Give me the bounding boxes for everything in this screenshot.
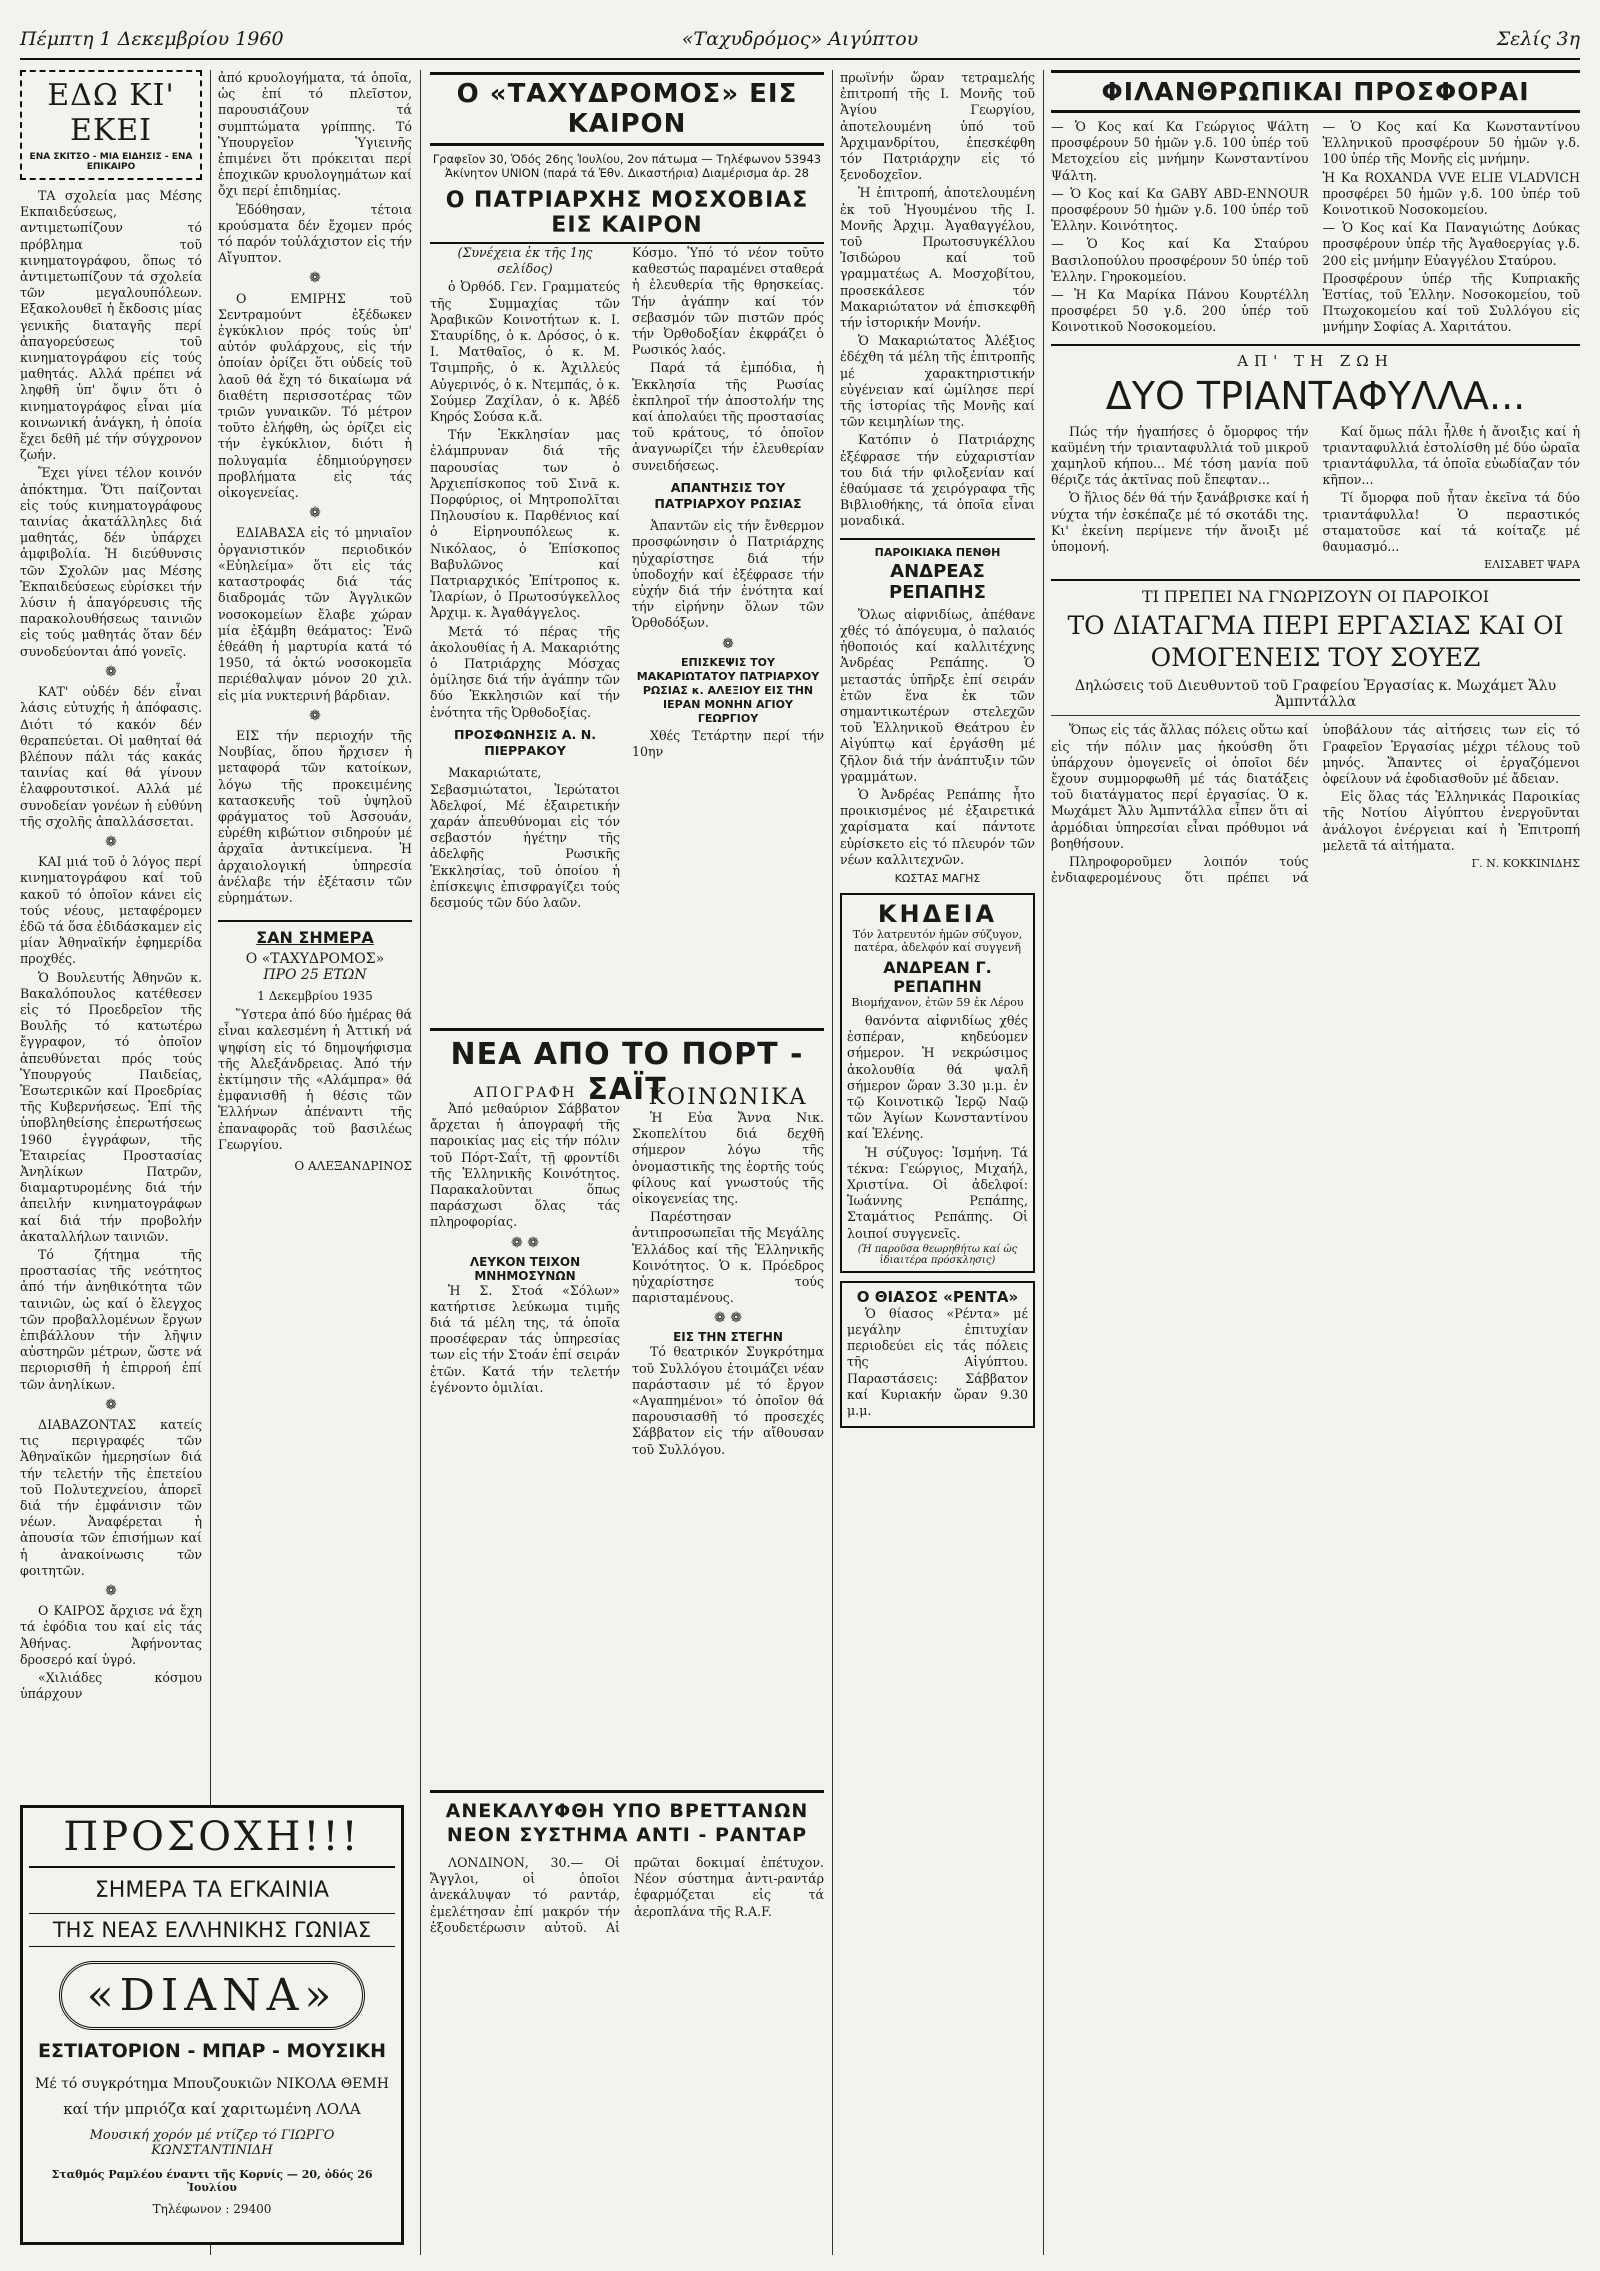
san-simera-box: [218, 920, 412, 1173]
cairo-office-block: [430, 72, 824, 244]
paragraph: «Χιλιάδες κόσμου ὑπάρχουν: [20, 1670, 202, 1702]
album-text: [430, 1283, 620, 1396]
separator: ❁: [309, 270, 321, 287]
renta-notice: [840, 1281, 1035, 1428]
column-8: [1051, 70, 1580, 2255]
patriarch-article-cont: [632, 245, 824, 760]
paragraph: Καί ὅμως πάλι ἦλθε ἡ ἄνοιξις καί ἡ τριανταφυλλιά ἐστολίσθη μέ δύο ὡραῖα τριαντάφυλλα, τά ὁποῖα εὐωδίαζαν τόν κῆπον...: [1322, 423, 1580, 488]
san-simera-signature: Ο ΑΛΕΞΑΝΔΡΙΝΟΣ: [294, 1158, 412, 1173]
social-text: [632, 1110, 824, 1306]
radar-article: [430, 1790, 824, 2253]
paragraph: Ἐδόθησαν, τέτοια κρούσματα δέν ἔχομεν πρός τό παρόν τοὐλάχιστον εἰς τήν Αἴγυπτον.: [218, 201, 412, 266]
paragraph: — Ὁ Κος καί Κα Σταύρου Βασιλοπούλου προσφέρουν 50 ὑπέρ τοῦ Ἑλλην. Γηροκομείου.: [1051, 236, 1309, 284]
paragraph: — Ὁ Κος καί Κα Παναγιώτης Δούκας προσφέρουν ὑπέρ τῆς Ἀγαθοεργίας γ.δ. 200 εἰς μνήμην Εὐαγγέλου Σταύρου.: [1322, 220, 1580, 268]
ad-headline: ΠΡΟΣΟΧΗ!!!: [29, 1814, 395, 1868]
column-4: [632, 245, 824, 1020]
zoi-label: ΑΠ' ΤΗ ΖΩΗ: [1237, 351, 1394, 370]
port-said-headline: ΝΕΑ ΑΠΟ ΤΟ ΠΟΡΤ - ΣΑΪΤ: [450, 1037, 804, 1107]
paragraph: ΛΟΝΔΙΝΟΝ, 30.— Οἱ Ἄγγλοι, οἱ ὁποῖοι ἀνεκάλυψαν τό ραντάρ, ἐμελέτησαν ἐπί μακρόν τήν ἐξουδετέρωσιν αὐτοῦ. Αἱ πρῶται δοκιμαί ἐπέτυχον. Νέον σύστημα ἀντι-ραντάρ ἐφαρμόζεται εἰς τά ἀεροπλάνα τῆς R.A.F.: [430, 1855, 824, 1935]
column-rule: [1043, 70, 1044, 2255]
patriarch-headline: Ο ΠΑΤΡΙΑΡΧΗΣ ΜΟΣΧΟΒΙΑΣ ΕΙΣ ΚΑΙΡΟΝ: [430, 188, 824, 244]
san-simera-date: 1 Δεκεμβρίου 1935: [257, 989, 373, 1004]
paragraph: Τό θεατρικόν Συγκρότημα τοῦ Συλλόγου ἑτοιμάζει νέαν παράστασιν μέ τό ἔργον «Αγαπημένοι» τό ὁποῖον θά παρουσιασθῆ τό προσεχές Σάββατον εἰς τήν αἴθουσαν τοῦ Συλλόγου.: [632, 1344, 824, 1457]
separator: ❁: [309, 707, 321, 724]
paragraph: ΕΙΣ τήν περιοχήν τῆς Νουβίας, ὅπου ἤρχισεν ἡ μεταφορά τῶν κατοίκων, λόγω τῆς προκειμένης κατασκευῆς τοῦ ὑψηλοῦ φράγματος τοῦ Ἀσσουάν, εὑρέθη κιβώτιον σιδηρούν μέ ἀρχαῖα ἀντικείμενα. Ἡ ἀρχαιολογική ὑπηρεσία ἀνέλαβε τήν ἐξέτασιν τῶν εὑρημάτων.: [218, 727, 412, 905]
edo-kiekei-header: [20, 70, 202, 180]
paragraph: Ὕστερα ἀπό δύο ἡμέρας θά εἶναι καλεσμένη ἡ Ἀττική νά ψηφίση εἰς τό δημοψήφισμα τῆς Ἀλεξάνδρειας. Ἀπό τήν ἐκτίμησιν τῆς «Αλάμπρα» θά ἐμφανισθῆ ἡ θέσις τῶν Ἑλλήνων ἀπέναντι τῆς ἐπαναφορᾶς τοῦ βασιλέως Γεωργίου.: [218, 1007, 412, 1152]
column-5-text: [840, 70, 1035, 530]
san-simera-sub2: ΠΡΟ 25 ΕΤΩΝ: [263, 967, 367, 984]
decree-kicker: ΤΙ ΠΡΕΠΕΙ ΝΑ ΓΝΩΡΙΖΟΥΝ ΟΙ ΠΑΡΟΙΚΟΙ: [1141, 587, 1490, 607]
paragraph: Ὅπως εἰς τάς ἄλλας πόλεις οὕτω καί εἰς τήν πόλιν μας ἠκούσθη ὅτι ὑπάρχουν ὁμογενεῖς οἱ ὁποῖοι δέν ἔχουν συμμορφωθῆ μέ τάς διατάξεις τοῦ διατάγματος περί ἐργασίας. Ὁ κ. Μωχάμετ Ἄλυ Ἀμπντάλλα εἶπεν ὅτι αἱ ἀρμόδιαι ὑπηρεσίαι εἶναι πρόθυμοι νά βοηθήσουν.: [1051, 722, 1309, 851]
zoi-headline: ΔΥΟ ΤΡΙΑΝΤΑΦΥΛΛΑ...: [1105, 373, 1526, 418]
separator: ❁: [105, 833, 117, 850]
paragraph: — Ὁ Κος καί Κα Κωνσταντίνου Ἑλληνικοῦ προσφέρουν 50 ἡμῶν γ.δ. 100 ὑπέρ τῆς Μονῆς εἰς μνήμην.: [1322, 119, 1580, 167]
speech-heading: ΠΡΟΣΦΩΝΗΣΙΣ Α. Ν. ΠΙΕΡΡΑΚΟΥ: [453, 726, 597, 759]
social-heading: ΚΟΙΝΩΝΙΚΑ: [648, 1085, 808, 1110]
paragraph: ΤΑ σχολεία μας Μέσης Εκπαιδεύσεως, αντιμετωπίζουν τό πρόβλημα τοῦ κινηματογράφου, ὅπως τό ἀντιμετωπίζουν τά σχολεία τῶν μεγαλουπόλεων. Εξακολουθεῖ ἡ ἔκδοσις μίας γενικῆς διαταγῆς περί ἀπαγορεύσεως τοῦ κινηματογράφου είς τούς μαθητάς. Αλλά πρέπει νά ληφθῆ ὑπ' ὄψιν ὅτι ὁ κινηματογράφος εἶναι μία κοινωνική ἀνάγκη, ἡ ὁποία ἔχει δεθῆ μέ τήν σύγχρονον ζωήν.: [20, 188, 202, 463]
funeral-intro: Τόν λατρευτόν ἡμῶν σύζυγον, πατέρα, ἀδελφόν καί συγγενῆ: [852, 927, 1023, 954]
divider: [1051, 344, 1580, 346]
paragraph: Ο ΕΜΙΡΗΣ τοῦ Σεντραμούντ ἐξέδωκεν ἐγκύκλιον πρός τούς ὑπ' αὐτόν φυλάρχους, εἰς τήν ὁποίαν ὁρίζει ὅτι οὐδείς τοῦ λαοῦ θά ἔχη τό δικαίωμα νά διαθέτη περισσοτέρας τῶν τριῶν γυναικῶν. Τό μέτρον τοῦτο ἐλήφθη, ὡς ὁρίζει εἰς τήν ἐγκύκλιον, διότι ἡ πολυγαμία ἐδημιούργησεν προβλήματα εἰς τάς οἰκογενείας.: [218, 290, 412, 501]
paragraph: θανόντα αἰφνιδίως χθές ἑσπέραν, κηδεύομεν σήμερον. Ἡ νεκρώσιμος ἀκολουθία θά ψαλῆ σήμερον ὥραν 3.30 μ.μ. ἐν τῷ Κοινοτικῷ Ἱερῷ Ναῷ τῶν Ἁγίων Κωνσταντίνου καί Ἑλένης.: [847, 1012, 1028, 1142]
separator: ❁ ❁: [511, 1234, 539, 1251]
paragraph: Παρά τά ἐμπόδια, ἡ Ἐκκλησία τῆς Ρωσίας ἐκπληροῖ τήν ἀποστολήν της καί ἀπολαύει τῆς προστασίας τοῦ κράτους, τό ὁποῖον ἀναγνωρίζει τήν ἐλευθερίαν συνειδήσεως.: [632, 360, 824, 473]
separator: ❁ ❁: [714, 1310, 742, 1327]
paragraph: ἀπό κρυολογήματα, τά ὁποῖα, ὡς ἐπί τό πλεῖστον, παρουσιάζουν τά συμπτώματα γρίππης. Τό Ὑπουργεῖον Ὑγιεινῆς ἐπιμένει ὅτι πρόκειται περί ἐποχικῶν κρυολογημάτων καί ὄχι περί ἐπιδημίας.: [218, 70, 412, 199]
ad-line: Μέ τό συγκρότημα Μπουζουκιῶν ΝΙΚΟΛΑ ΘΕΜΗ: [35, 2076, 389, 2092]
paragraph: Ὁ Ἀνδρέας Ρεπάπης ἦτο προικισμένος μέ ἐξαιρετικά χαρίσματα καί πάντοτε εὑρίσκετο εἰς τό πλευρόν τῶν νέων καλλιτεχνῶν.: [840, 786, 1035, 867]
issue-date: Πέμπτη 1 Δεκεμβρίου 1960: [20, 28, 284, 50]
separator: ❁: [105, 663, 117, 680]
obituary-signature: ΚΩΣΤΑΣ ΜΑΓΗΣ: [894, 871, 981, 885]
paragraph: Ὁ θίασος «Ρέντα» μέ μεγάλην ἐπιτυχίαν περιοδεύει εἰς τάς πόλεις τῆς Αἰγύπτου. Παραστάσεις: Σάββατον καί Κυριακήν ὥραν 9.30 μ.μ.: [847, 1305, 1028, 1418]
visit-heading: ΕΠΙΣΚΕΨΙΣ ΤΟΥ ΜΑΚΑΡΙΩΤΑΤΟΥ ΠΑΤΡΙΑΡΧΟΥ ΡΩΣΙΑΣ κ. ΑΛΕΞΙΟΥ ΕΙΣ ΤΗΝ ΙΕΡΑΝ ΜΟΝΗΝ ΑΓΙΟΥ ΓΕΩΡΓΙΟΥ: [636, 655, 820, 725]
funeral-born: Βιομήχανον, ἐτῶν 59 ἐκ Λέρου: [851, 995, 1024, 1009]
funeral-name: ΑΝΔΡΕΑΝ Γ. ΡΕΠΑΠΗΝ: [883, 957, 992, 996]
paragraph: — Ἡ Κα Μαρίκα Πάνου Κουρτέλλη προσφέρει 50 γ.δ. 200 ὑπέρ τοῦ Κοινοτικοῦ Νοσοκομείου.: [1051, 287, 1309, 335]
decree-subhead: Δηλώσεις τοῦ Διευθυντοῦ τοῦ Γραφείου Ἐργασίας κ. Μωχάμετ Ἄλυ Ἀμπντάλλα: [1074, 678, 1557, 711]
column-2: [218, 70, 412, 1790]
paragraph: Τήν Ἐκκλησίαν μας ἐλάμπρυναν διά τῆς παρουσίας των ὁ Ἀρχιεπίσκοπος τοῦ Σινᾶ κ. Πορφύριος, οἱ Μητροπολῖται Πηλουσίου κ. Παρθένιος καί ὁ Εἰρηνουπόλεως κ. Νικόλαος, ὁ Ἐπίσκοπος Βαβυλῶνος καί Πατριαρχικός Ἐπίτροπος κ. Ἰλαρίων, ὁ Πρωτοσύγκελλος Ἀρχιμ. κ. Ἀγαθάγγελος.: [430, 427, 620, 621]
patriarch-article: [430, 245, 620, 911]
paragraph: Ἡ Σ. Στοά «Σόλων» κατήρτισε λεύκωμα τιμῆς διά τά μέλη της, τά ὁποῖα προσέφεραν τάς ὑπηρεσίας των εἰς τήν Στοάν ἐπί σειράν ἐτῶν. Κατά τήν τελετήν ἐγένοντο ὁμιλίαι.: [430, 1282, 620, 1395]
ad-phone: Τηλέφωνον : 29400: [152, 2202, 272, 2216]
paragraph: ὁ Ὀρθόδ. Γεν. Γραμματεύς τῆς Συμμαχίας τῶν Ἀραβικῶν Κοινοτήτων κ. Ι. Σταυρίδης, ὁ κ. Δρόσος, ὁ κ. Ι. Ματθαῖος, ὁ κ. Μ. Τσιμπρῆς, ὁ κ. Ἀχιλλεύς Αὐγερινός, ὁ κ. Ντεμπάς, ὁ κ. Σούμερ Ζαχίλαν, ὁ κ. Ἀβέδ Κηρός Σούσα κ.ἄ.: [430, 279, 620, 425]
ad-venue-name: «DIANA»: [59, 1961, 365, 2030]
obituary-text: [840, 607, 1035, 868]
column-7: [632, 1085, 824, 1785]
paragraph: Μακαριώτατε, Σεβασμιώτατοι, Ἱερώτατοι Ἀδελφοί, Μέ ἐξαιρετικήν χαράν ἀπευθύνομαι εἰς τόν σεβαστόν ἡγέτην τῆς ἀδελφῆς Ρωσικῆς Ἐκκλησίας, τοῦ ὁποίου ἡ ἐπίσκεψις ἐπισφραγίζει τούς δεσμούς τῶν δύο λαῶν.: [430, 765, 620, 910]
census-heading: ΑΠΟΓΡΑΦΗ: [473, 1085, 577, 1101]
section-title: ΕΔΩ ΚΙ' ΕΚΕΙ: [47, 78, 175, 148]
ad-line: ΣΗΜΕΡΑ ΤΑ ΕΓΚΑΙΝΙΑ: [94, 1878, 330, 1903]
continued-note: (Συνέχεια ἐκ τῆς 1ης σελίδος): [457, 245, 593, 277]
page-number: Σελίς 3η: [1496, 28, 1580, 50]
paragraph: Ἡ σύζυγος: Ἰσμήνη. Τά τέκνα: Γεώργιος, Μιχαήλ, Χριστίνα. Οἱ ἀδελφοί: Ἰωάννης Ρεπάπης, Σταμάτιος Ρεπάπης. Οἱ λοιποί συγγενεῖς.: [847, 1144, 1028, 1241]
paragraph: Τί ὄμορφα ποῦ ἦταν ἐκεῖνα τά δύο τριαντάφυλλα! Ὁ περαστικός σταματοῦσε καί τά κοίταζε μέ θαυμασμό...: [1322, 490, 1580, 555]
cairo-address: Γραφεῖον 30, Ὁδός 26ης Ἰουλίου, 2ον πάτωμα — Τηλέφωνον 53943: [432, 152, 822, 166]
paper-name: «Ταχυδρόμος» Αιγύπτου: [681, 28, 919, 50]
paragraph: ΕΔΙΑΒΑΣΑ εἰς τό μηνιαῖον ὀργανιστικόν περιοδικόν «Εὐηλείμα» ὅτι εἰς τάς καταστροφάς διά τάς διαδρομάς τῶν Ἀγγλικῶν νοσοκομείων ἔλαβε χώραν μία ἐξάμβη θεάματος: Ἐνῶ ἐθεάθη ἡ μαρτυρία κατά τό 1950, τά ὀκτώ νοσοκομεῖα περιέθαλψαν μόνον 20 χιλ. εἰς μία νυκτερινή βάρδιαν.: [218, 525, 412, 703]
steki-text: [632, 1344, 824, 1457]
paragraph: Ὁ Μακαριώτατος Ἀλέξιος ἐδέχθη τά μέλη τῆς ἐπιτροπῆς μέ χαρακτηριστικήν εὐγένειαν καί ὡμίλησε περί τῆς ἱστορίας τῆς Μονῆς καί τῶν κειμηλίων της.: [840, 333, 1035, 430]
paragraph: Ὁ Βουλευτής Ἀθηνῶν κ. Βακαλόπουλος κατέθεσεν εἰς τό Προεδρεῖον τῆς Βουλῆς τό κατωτέρω ἔγγραφον, τό ὁποῖον ἀπευθύνεται πρός τούς Ὑπουργούς Παιδείας, Ἐσωτερικῶν καί Προεδρίας τῆς Κυβερνήσεως. Ἐπί τῆς ὑποβληθείσης ἐπερωτήσεως 1960 ἐγγράφων, τῆς Ἑταιρείας Προστασίας Ἀνηλίκων Πατρῶν, διαμαρτυρομένης διά τήν ἀπειλήν κινηματογράφων καί διά τήν προβολήν ἀκαταλλήλων ταινιῶν.: [20, 969, 202, 1244]
paragraph: πρωϊνήν ὥραν τετραμελής ἐπιτροπή τῆς Ι. Μονῆς τοῦ Ἁγίου Γεωργίου, ἀποτελουμένη ὑπό τοῦ Ἀρχιμανδρίτου, ἐπεσκέφθη τόν Πατριάρχην εἰς τό ξενοδοχεῖον.: [840, 70, 1035, 183]
obituary-name: ΑΝΔΡΕΑΣ ΡΕΠΑΠΗΣ: [889, 560, 986, 603]
paragraph: ΚΑΙ μιά τοῦ ὁ λόγος περί κινηματογράφου καί τοῦ κακοῦ τό ὁποῖον κάνει εἰς τούς νέους, μεταφέρομεν ἐδῶ τά ὅσα ἐδιδάσκαμεν εἰς μίαν Ἀθηναϊκήν ἐφημερίδα προχθές.: [20, 854, 202, 967]
paragraph: ΔΙΑΒΑΖΟΝΤΑΣ κατείς τις περιγραφές τῶν Ἀθηναϊκῶν ἡμερησίων διά τήν τελετήν τῆς ἐπετείου τοῦ Πολυτεχνείου, ἀπορεῖ διά τήν ἐμφάνισιν τῶν νέων. Ἀναφέρεται ἡ ἀπουσία τῶν ἐπισήμων καί ἡ ἀνακοίνωσις τῶν φοιτητῶν.: [20, 1417, 202, 1578]
funeral-title: ΚΗΔΕΙΑ: [877, 899, 998, 928]
paragraph: Ἡ Εὐα Ἄννα Νικ. Σκοπελίτου διά δεχθῆ σήμερον λόγω τῆς ὀνομαστικῆς της ἑορτῆς τούς φίλους καί γνωστούς τῆς οἰκογενείας της.: [632, 1110, 824, 1207]
section-subtitle: ΕΝΑ ΣΚΙΤΣΟ - ΜΙΑ ΕΙΔΗΣΙΣ - ΕΝΑ ΕΠΙΚΑΙΡΟ: [29, 152, 193, 172]
diana-advertisement: [20, 1805, 404, 2245]
paragraph: Μετά τό πέρας τῆς ἀκολουθίας ἡ Α. Μακαριότης ὁ Πατριάρχης Μόσχας ὁμίλησε διά τήν ἀγάπην τῶν δύο Ἐκκλησιῶν καί τήν ἑνότητα τῆς Ὀρθοδοξίας.: [430, 623, 620, 720]
column-3: [430, 245, 620, 1020]
zoi-text: [1051, 424, 1580, 574]
obituary-label: ΠΑΡΟΙΚΙΑΚΑ ΠΕΝΘΗ: [874, 545, 1001, 559]
paragraph: Χθές Τετάρτην περί τήν 10ην: [632, 727, 824, 760]
ad-line: καί τήν μπριόζα καί χαριτωμένη ΛΟΛΑ: [63, 2100, 361, 2118]
separator: ❁: [105, 1583, 117, 1600]
funeral-notice: [840, 893, 1035, 1273]
paragraph: Ἡ ἐπιτροπή, ἀποτελουμένη ἐκ τοῦ Ἡγουμένου τῆς Ι. Μονῆς Ἀρχιμ. Ἀγαθαγγέλου, τοῦ Πρωτοσυγκέλλου Ἰσιδώρου καί τοῦ γραμματέως Α. Μοσχοβίτου, προσεκάλεσε τόν Μακαριώτατον νά ἐπισκεφθῆ τήν ἱστορικήν Μονήν.: [840, 185, 1035, 331]
paragraph: Πληροφοροῦμεν λοιπόν τούς ἐνδιαφερομένους ὅτι πρέπει νά ὑποβάλουν τάς αἰτήσεις των εἰς τό Γραφεῖον Ἐργασίας μέχρι τέλους τοῦ μηνός. Ἅπαντες οἱ ἐργαζόμενοι ὀφείλουν νά ἐφοδιασθοῦν μέ ἄδειαν.: [1051, 722, 1580, 886]
reply-heading: ΑΠΑΝΤΗΣΙΣ ΤΟΥ ΠΑΤΡΙΑΡΧΟΥ ΡΩΣΙΑΣ: [654, 479, 802, 512]
census-text: [430, 1101, 620, 1231]
funeral-text: [847, 1013, 1028, 1242]
zoi-signature: ΕΛΙΣΑΒΕΤ ΨΑΡΑ: [1484, 558, 1580, 572]
paragraph: Προσφέρουν ὑπέρ τῆς Κυπριακῆς Ἑστίας, τοῦ Ἐλλην. Νοσοκομείου, τοῦ Πτωχοκομείου καί τοῦ Συλλόγου εἰς μνήμην Σοφίας Α. Χαριτάτου.: [1322, 270, 1580, 335]
paragraph: Ο ΚΑΙΡΟΣ ἄρχισε νά ἔχη τά ἐφόδια του καί εἰς τάς Ἀθήνας. Ἀφήνοντας δροσερό καί ὑγρό.: [20, 1603, 202, 1667]
ad-address: Σταθμός Ραμλέου έναντι τῆς Κορνίς — 20, ὁδός 26 Ἰουλίου: [51, 2168, 373, 2194]
san-simera-sub: Ο «ΤΑΧΥΔΡΟΜΟΣ»: [245, 951, 385, 968]
column-rule: [420, 70, 421, 2255]
san-simera-title: ΣΑΝ ΣΗΜΕΡΑ: [256, 928, 374, 948]
decree-headline: ΤΟ ΔΙΑΤΑΓΜΑ ΠΕΡΙ ΕΡΓΑΣΙΑΣ ΚΑΙ ΟΙ ΟΜΟΓΕΝΕΙΣ ΤΟΥ ΣΟΥΕΖ: [1067, 611, 1564, 673]
decree-text: [1051, 722, 1580, 886]
paragraph: Παρέστησαν ἀντιπροσωπεῖαι τῆς Μεγάλης Ἑλλάδος καί τῆς Ἑλληνικῆς Κοινότητος. Ὁ κ. Πρόεδρος ηὐχαρίστησε τούς παρισταμένους.: [632, 1209, 824, 1306]
charity-text: [1051, 119, 1580, 338]
ad-line: Μουσική χορόν μέ ντίζερ τό ΓΙΩΡΓΟ ΚΩΝΣΤΑΝΤΙΝΙΔΗ: [89, 2128, 335, 2158]
steki-heading: ΕΙΣ ΤΗΝ ΣΤΕΓΗΝ: [673, 1330, 783, 1345]
paragraph: Κατόπιν ὁ Πατριάρχης ἐξέφρασε τήν εὐχαριστίαν του διά τήν φιλοξενίαν καί ἐθαύμασε τά χειρόγραφα τῆς Βιβλιοθήκης, τά ὁποῖα εἶναι μοναδικά.: [840, 432, 1035, 529]
paragraph: Ὁ ἥλιος δέν θά τήν ξανάβρισκε καί ἡ νύχτα τήν ἐσκέπαζε μέ τό σκοτάδι της. Κι' ἐκείνη περίμενε τήν ἄνοιξι μέ ὑπομονή.: [1051, 490, 1309, 555]
paragraph: Ἡ Κα ROXANDA VVE ELIE VLADVICH προσφέρει 50 ἡμῶν γ.δ. 100 ὑπέρ τοῦ Κοινοτικοῦ Νοσοκομείου.: [1322, 169, 1580, 218]
radar-text: [430, 1855, 824, 1936]
column-6: [430, 1085, 620, 1785]
paragraph: Τό ζήτημα τῆς προστασίας τῆς νεότητος ἀπό τήν ἀνηθικότητα τῶν ταινιῶν, ὡς καί ὁ ἔλεγχος τῶν προβαλλομένων ἔργων ἐπιβάλλουν τήν λῆψιν αὐστηρῶν μέτρων, ὥστε νά περιορισθῆ ἡ ἐπιρροή ἐπί τῶν ἀνηλίκων.: [20, 1247, 202, 1392]
paragraph: Ὅλως αἰφνιδίως, ἀπέθανε χθές τό ἀπόγευμα, ὁ παλαιός ἠθοποιός καί καλλιτέχνης Ἀνδρέας Ρεπάπης. Ὁ μεταστάς ὑπῆρξε ἐπί σειράν ἐτῶν ἕνα ἐκ τῶν σημαντικωτέρων στελεχῶν τοῦ Ἑλληνικοῦ Θεάτρου ἐν Αἰγύπτῳ καί ἐργάσθη μέ ζῆλον διά τήν ἀνάπτυξιν τῶν γραμμάτων.: [840, 606, 1035, 784]
charity-headline: ΦΙΛΑΝΘΡΩΠΙΚΑΙ ΠΡΟΣΦΟΡΑΙ: [1051, 70, 1580, 113]
column-1-text: [20, 188, 202, 1702]
column-5: [840, 70, 1035, 2255]
paragraph: Πώς τήν ἠγαπήσες ὁ ὄμορφος τήν καϋμένη τήν τριανταφυλλιά τοῦ μικροῦ χαμηλοῦ κήπου... Μέ τόση μανία ποῦ θέριζε τάς ἀκτῖνας ποῦ ἔπεφταν...: [1051, 423, 1309, 488]
divider: [1051, 579, 1580, 581]
renta-text: [847, 1306, 1028, 1419]
cairo-headline: Ο «ΤΑΧΥΔΡΟΜΟΣ» ΕΙΣ ΚΑΙΡΟΝ: [430, 72, 824, 146]
paragraph: ΚΑΤ' οὐδέν δέν εἶναι λάσις εὐτυχής ἡ ἀπόφασις. Διότι τό κακόν δέν θεραπεύεται. Οἱ μαθηταί θά βλέπουν πάλι τάς κακάς ταινίας καί θά γίνουν ἐλαφρουτσικοί. Αλλά μέ συνοδείαν γονέων ἡ εὐθύνη τῆς σχολῆς ἀπαλλάσσεται.: [20, 684, 202, 829]
obituary-block: [840, 538, 1035, 885]
separator: ❁: [309, 505, 321, 522]
column-2-text: [218, 70, 412, 906]
paragraph: Κόσμο. Ὑπό τό νέον τοῦτο καθεστώς παραμένει σταθερά ἡ ἐλευθερία τῆς θρησκείας. Τήν ἀγάπην καί τόν σεβασμόν τῶν πιστῶν πρός τήν Ὀρθοδοξίαν ἐκφράζει ὁ Ρωσικός λαός.: [632, 245, 824, 358]
renta-title: Ο ΘΙΑΣΟΣ «ΡΕΝΤΑ»: [856, 1287, 1019, 1306]
paragraph: Ἀπό μεθαύριον Σάββατον ἄρχεται ἡ ἀπογραφή τῆς παροικίας μας εἰς τήν πόλιν τοῦ Πόρτ-Σαΐτ, τῇ φροντίδι τῆς Ἑλληνικῆς Κοινότητος. Παρακαλοῦνται ὅπως παράσχωσι ὅλας τάς πληροφορίας.: [430, 1101, 620, 1230]
separator: ❁: [105, 1396, 117, 1413]
album-heading: ΛΕΥΚΟΝ ΤΕΙΧΟΝ ΜΝΗΜΟΣΥΝΩΝ: [469, 1254, 581, 1283]
san-simera-text: [218, 1007, 412, 1153]
masthead: [20, 18, 1580, 60]
paragraph: Εἰς ὅλας τάς Ἑλληνικάς Παροικίας τῆς Νοτίου Αἰγύπτου ἐνεργοῦνται ἀνάλογοι ἐνέργειαι καί ἡ Ἐπιτροπή μελετᾶ τά αἰτήματα.: [1322, 789, 1580, 853]
separator: ❁: [722, 635, 734, 652]
paragraph: Ἔχει γίνει τέλον κοινόν ἀπόκτημα. Ὅτι παίζονται εἰς τούς κινηματογράφους ταινίας ἀκατάλληλες διά μαθητάς, δέν ὑπάρχει ἀμφιβολία. Ἡ διεύθυνσις τῶν Σχολῶν μας Μέσης Ἐκπαιδεύσεως εὑρίσκει τήν λύσιν ἡ ἀπαγόρευσις τῆς παρακολουθήσεως ταινιῶν εἰς τούς μαθητάς ὅταν δέν συνοδεύονται ἀπό γονεῖς.: [20, 465, 202, 659]
column-rule: [832, 70, 833, 2255]
ad-line: ΕΣΤΙΑΤΟΡΙΟΝ - ΜΠΑΡ - ΜΟΥΣΙΚΗ: [37, 2040, 386, 2062]
paragraph: — Ὁ Κος καί Κα GABY ABD-ENNOUR προσφέρουν 50 ἡμῶν γ.δ. 100 ὑπέρ τοῦ Ἑλλην. Κοινότητος.: [1051, 185, 1309, 234]
funeral-note: (Ἡ παροῦσα θεωρηθήτω καί ὡς ἰδιαιτέρα πρόσκλησις): [857, 1243, 1018, 1266]
paragraph: — Ὁ Κος καί Κα Γεώργιος Ψάλτη προσφέρουν 50 ἡμῶν γ.δ. 100 ὑπέρ τοῦ Μετοχείου εἰς μνήμην Κωνσταντίνου Ψάλτη.: [1051, 119, 1309, 183]
paragraph: Ἀπαντῶν εἰς τήν ἔνθερμον προσφώνησιν ὁ Πατριάρχης ηὐχαρίστησε διά τήν ὑποδοχήν καί ἐξέφρασε τήν εὐχήν διά τήν ἑνότητα καί τήν εἰρήνην ὅλων τῶν Ὀρθοδόξων.: [632, 518, 824, 631]
cairo-address-2: Ἀκίνητον UNION (παρά τά Ἐθν. Δικαστήρια) Διαμέρισμα ἀρ. 28: [445, 166, 809, 180]
divider: [1051, 715, 1580, 716]
radar-headline: ΑΝΕΚΑΛΥΦΘΗ ΥΠΟ ΒΡΕΤΤΑΝΩΝ ΝΕΟΝ ΣΥΣΤΗΜΑ ΑΝΤΙ - ΡΑΝΤΑΡ: [445, 1800, 809, 1846]
ad-line: ΤΗΣ ΝΕΑΣ ΕΛΛΗΝΙΚΗΣ ΓΩΝΙΑΣ: [29, 1913, 395, 1947]
decree-signature: Γ. Ν. ΚΟΚΚΙΝΙΔΗΣ: [1471, 857, 1580, 871]
